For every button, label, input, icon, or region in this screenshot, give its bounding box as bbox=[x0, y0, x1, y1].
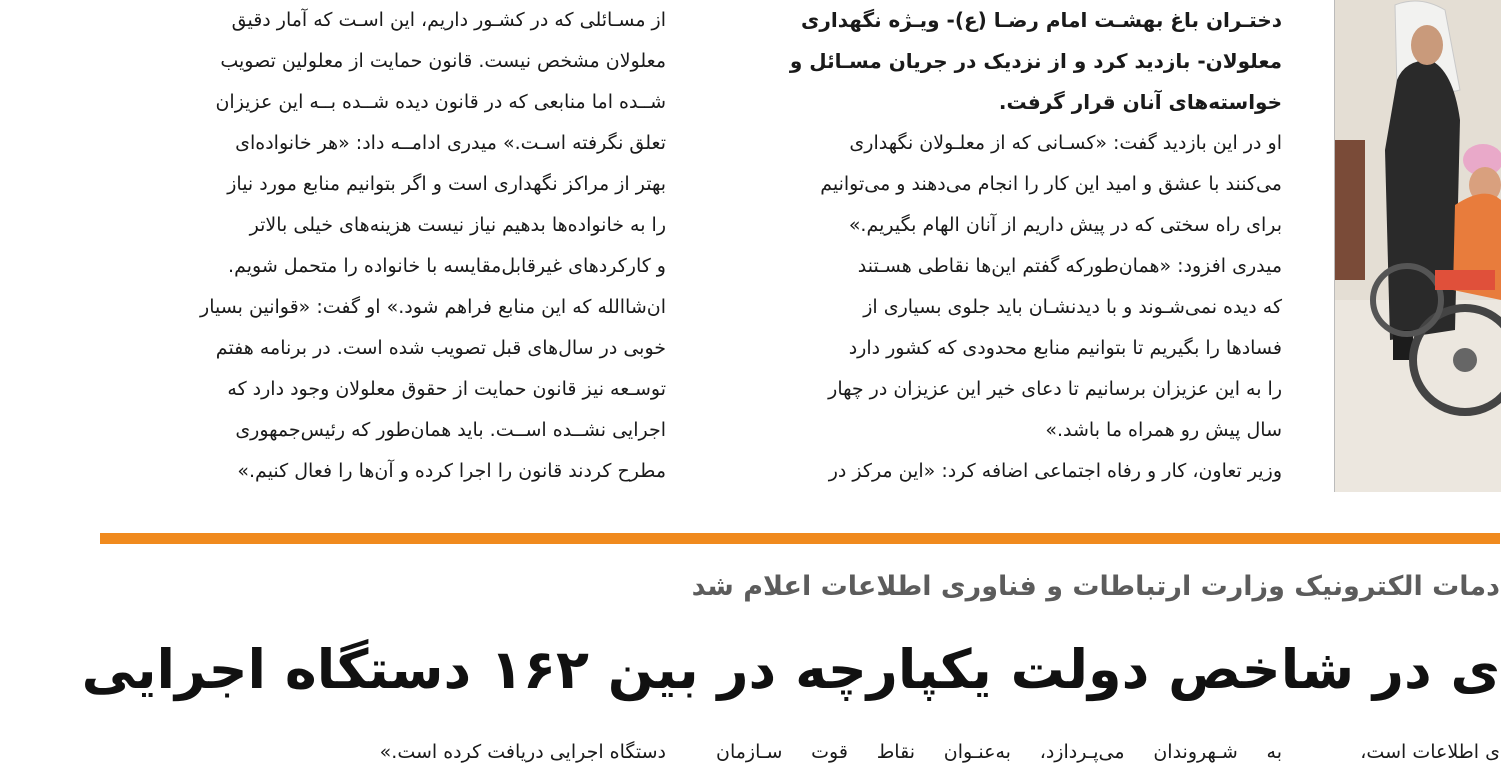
text-line: بهتر از مراکز نگهداری است و اگر بتوانیم منابع مورد نیاز bbox=[227, 173, 666, 195]
text-line: توسـعه نیز قانون حمایت از حقوق معلولان وجود دارد که bbox=[227, 378, 666, 400]
text-line: برای راه سختی که در پیش داریم از آنان الهام بگیریم.» bbox=[848, 214, 1282, 236]
section-divider bbox=[100, 533, 1500, 544]
wheelchair-visit-illustration bbox=[1335, 0, 1501, 492]
lead-line: معلولان- بازدید کرد و از نزدیک در جریان مسـائل و bbox=[789, 49, 1282, 73]
lead-paragraph bbox=[716, 0, 1282, 123]
text-line: مطرح کردند قانون را اجرا کرده و آن‌ها را فعال کنیم.» bbox=[237, 460, 666, 482]
body-line-right: ی اطلاعات است، bbox=[1360, 741, 1500, 763]
text-line: سال پیش رو همراه ما باشد.» bbox=[1045, 419, 1282, 441]
text-line: تعلق نگرفته اسـت.» میدری ادامــه داد: «هر خانواده‌ای bbox=[235, 132, 666, 154]
text-line: میدری افزود: «همان‌طورکه گفتم این‌ها نقاطی هسـتند bbox=[857, 255, 1282, 277]
body-line-left: دستگاه اجرایی دریافت کرده است.» bbox=[379, 741, 666, 763]
text-line: شــده اما منابعی که در قانون دیده شــده بــه این عزیزان bbox=[215, 91, 666, 113]
text-line: فسادها را بگیریم تا بتوانیم منابع محدودی که کشور دارد bbox=[848, 337, 1282, 359]
news-photo bbox=[1334, 0, 1501, 492]
article-headline: ی در شاخص دولت یکپارچه در بین ۱۶۲ دستگاه اجرایی bbox=[81, 638, 1500, 701]
text-line: می‌کنند با عشق و امید این کار را انجام می‌دهند و می‌توانیم bbox=[820, 173, 1282, 195]
article-kicker: دمات الکترونیک وزارت ارتباطات و فناوری اطلاعات اعلام شد bbox=[691, 571, 1500, 602]
text-line: که دیده نمی‌شـوند و با دیدنشـان باید جلوی بسیاری از bbox=[863, 296, 1282, 318]
text-line: خوبی در سال‌های قبل تصویب شده است. در برنامه هفتم bbox=[215, 337, 666, 359]
body-line-middle: به شـهروندان می‌پـردازد، به‌عنـوان نقاط قوت سـازمان bbox=[716, 741, 1282, 763]
text-line: از مسـائلی که در کشـور داریم، این اسـت که آمار دقیق bbox=[231, 9, 666, 31]
text-line: او در این بازدید گفت: «کسـانی که از معلـولان نگهداری bbox=[849, 132, 1282, 154]
lead-line: دختـران باغ بهشـت امام رضـا (ع)- ویـژه نگهداری bbox=[801, 8, 1282, 32]
article-middle-column bbox=[716, 0, 1282, 492]
text-line: وزیر تعاون، کار و رفاه اجتماعی اضافه کرد: «این مرکز در bbox=[828, 460, 1282, 482]
text-line: و کارکردهای غیرقابل‌مقایسه با خانواده را متحمل شویم. bbox=[228, 255, 666, 277]
lead-line: خواسته‌های آنان قرار گرفت. bbox=[998, 90, 1282, 114]
text-line: اجرایی نشــده اســت. باید همان‌طور که رئیس‌جمهوری bbox=[235, 419, 666, 441]
article-left-column bbox=[100, 0, 666, 492]
text-line: را به این عزیزان برسانیم تا دعای خیر این عزیزان در چهار bbox=[828, 378, 1282, 400]
text-line: ان‌شاالله که این منابع فراهم شود.» او گفت: «قوانین بسیار bbox=[200, 296, 666, 318]
text-line: را به خانواده‌ها بدهیم نیاز نیست هزینه‌های خیلی بالاتر bbox=[249, 214, 666, 236]
text-line: معلولان مشخص نیست. قانون حمایت از معلولین تصویب bbox=[220, 50, 666, 72]
